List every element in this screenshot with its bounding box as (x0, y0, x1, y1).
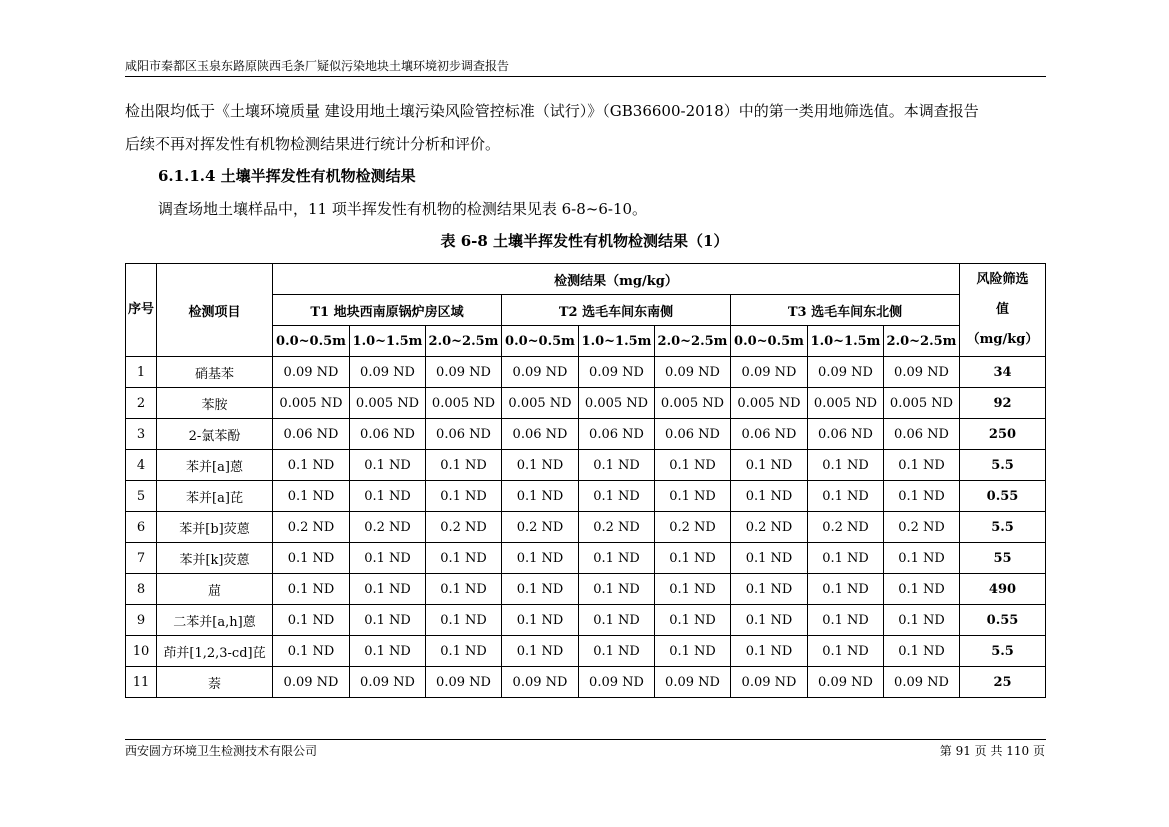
header-depth: 2.0~2.5m (884, 326, 960, 357)
header-depth: 2.0~2.5m (426, 326, 502, 357)
result-cell: 0.1 ND (273, 574, 350, 605)
result-cell: 0.2 ND (655, 512, 731, 543)
header-risk (960, 264, 1046, 357)
row-number: 5 (126, 481, 157, 512)
result-cell: 0.1 ND (731, 574, 808, 605)
table-row (126, 512, 1046, 543)
results-table (125, 263, 1046, 698)
page-header: 咸阳市秦都区玉泉东路原陕西毛条厂疑似污染地块土壤环境初步调查报告 (125, 59, 510, 73)
result-cell: 0.06 ND (350, 419, 426, 450)
result-cell: 0.06 ND (884, 419, 960, 450)
row-number: 3 (126, 419, 157, 450)
row-item-name: 苯并[a]芘 (157, 481, 273, 512)
result-cell: 0.1 ND (655, 574, 731, 605)
result-cell: 0.1 ND (502, 574, 579, 605)
result-cell: 0.1 ND (426, 636, 502, 667)
table-row (126, 450, 1046, 481)
result-cell: 0.09 ND (731, 667, 808, 698)
screening-value: 0.55 (960, 605, 1046, 636)
result-cell: 0.09 ND (426, 667, 502, 698)
result-cell: 0.2 ND (502, 512, 579, 543)
result-cell: 0.1 ND (350, 605, 426, 636)
row-item-name: 茚并[1,2,3-cd]芘 (157, 636, 273, 667)
header-risk-line1: 风险筛选 (976, 272, 1029, 287)
result-cell: 0.1 ND (884, 605, 960, 636)
screening-value: 0.55 (960, 481, 1046, 512)
footer-page-number: 第 91 页 共 110 页 (939, 744, 1045, 758)
result-cell: 0.1 ND (731, 450, 808, 481)
row-item-name: 苯并[k]荧蒽 (157, 543, 273, 574)
header-seq: 序号 (126, 264, 157, 357)
result-cell: 0.2 ND (579, 512, 655, 543)
result-cell: 0.1 ND (502, 481, 579, 512)
result-cell: 0.005 ND (273, 388, 350, 419)
row-item-name: 二苯并[a,h]蒽 (157, 605, 273, 636)
header-site-t2: T2 选毛车间东南侧 (502, 295, 731, 326)
result-cell: 0.06 ND (579, 419, 655, 450)
header-site-t3: T3 选毛车间东北侧 (731, 295, 960, 326)
result-cell: 0.1 ND (579, 481, 655, 512)
result-cell: 0.09 ND (350, 357, 426, 388)
result-cell: 0.1 ND (350, 450, 426, 481)
result-cell: 0.1 ND (884, 574, 960, 605)
result-cell: 0.005 ND (731, 388, 808, 419)
result-cell: 0.09 ND (273, 667, 350, 698)
row-number: 10 (126, 636, 157, 667)
header-results: 检测结果（mg/kg） (273, 264, 960, 295)
row-item-name: 2-氯苯酚 (157, 419, 273, 450)
result-cell: 0.1 ND (884, 543, 960, 574)
result-cell: 0.1 ND (426, 450, 502, 481)
table-row (126, 636, 1046, 667)
result-cell: 0.09 ND (579, 667, 655, 698)
header-depth: 2.0~2.5m (655, 326, 731, 357)
result-cell: 0.005 ND (502, 388, 579, 419)
result-cell: 0.005 ND (655, 388, 731, 419)
paragraph-2: 后续不再对挥发性有机物检测结果进行统计分析和评价。 (125, 135, 501, 153)
result-cell: 0.1 ND (350, 574, 426, 605)
result-cell: 0.2 ND (273, 512, 350, 543)
result-cell: 0.09 ND (808, 667, 884, 698)
result-cell: 0.06 ND (731, 419, 808, 450)
result-cell: 0.1 ND (731, 636, 808, 667)
result-cell: 0.1 ND (579, 605, 655, 636)
header-site-t1: T1 地块西南原锅炉房区域 (273, 295, 502, 326)
result-cell: 0.06 ND (655, 419, 731, 450)
result-cell: 0.1 ND (502, 605, 579, 636)
table-row (126, 574, 1046, 605)
result-cell: 0.09 ND (808, 357, 884, 388)
row-number: 7 (126, 543, 157, 574)
result-cell: 0.1 ND (350, 636, 426, 667)
row-item-name: 硝基苯 (157, 357, 273, 388)
result-cell: 0.1 ND (426, 481, 502, 512)
row-item-name: 苯并[b]荧蒽 (157, 512, 273, 543)
result-cell: 0.1 ND (350, 481, 426, 512)
result-cell: 0.1 ND (808, 450, 884, 481)
screening-value: 5.5 (960, 512, 1046, 543)
result-cell: 0.09 ND (502, 667, 579, 698)
header-risk-line2: 值 (995, 302, 1009, 317)
result-cell: 0.09 ND (655, 667, 731, 698)
result-cell: 0.09 ND (884, 667, 960, 698)
table-caption: 表 6-8 土壤半挥发性有机物检测结果（1） (440, 232, 729, 250)
section-heading: 6.1.1.4 土壤半挥发性有机物检测结果 (158, 167, 416, 185)
result-cell: 0.09 ND (655, 357, 731, 388)
header-depth: 1.0~1.5m (350, 326, 426, 357)
table-row (126, 667, 1046, 698)
footer-company: 西安圆方环境卫生检测技术有限公司 (125, 744, 318, 758)
result-cell: 0.1 ND (731, 543, 808, 574)
result-cell: 0.1 ND (579, 574, 655, 605)
header-depth: 1.0~1.5m (808, 326, 884, 357)
table-row (126, 388, 1046, 419)
table-row (126, 605, 1046, 636)
result-cell: 0.1 ND (273, 605, 350, 636)
row-item-name: 萘 (157, 667, 273, 698)
result-cell: 0.1 ND (655, 605, 731, 636)
result-cell: 0.005 ND (808, 388, 884, 419)
screening-value: 5.5 (960, 636, 1046, 667)
screening-value: 55 (960, 543, 1046, 574)
result-cell: 0.06 ND (426, 419, 502, 450)
result-cell: 0.1 ND (808, 636, 884, 667)
row-item-name: 苯并[a]蒽 (157, 450, 273, 481)
result-cell: 0.09 ND (502, 357, 579, 388)
result-cell: 0.005 ND (884, 388, 960, 419)
screening-value: 34 (960, 357, 1046, 388)
table-row (126, 543, 1046, 574)
result-cell: 0.2 ND (426, 512, 502, 543)
result-cell: 0.1 ND (273, 636, 350, 667)
result-cell: 0.1 ND (502, 450, 579, 481)
table-row (126, 481, 1046, 512)
result-cell: 0.06 ND (273, 419, 350, 450)
result-cell: 0.1 ND (731, 481, 808, 512)
result-cell: 0.1 ND (579, 450, 655, 481)
result-cell: 0.1 ND (808, 481, 884, 512)
result-cell: 0.2 ND (731, 512, 808, 543)
result-cell: 0.1 ND (350, 543, 426, 574)
result-cell: 0.1 ND (731, 605, 808, 636)
header-depth: 1.0~1.5m (579, 326, 655, 357)
result-cell: 0.09 ND (884, 357, 960, 388)
paragraph-1: 检出限均低于《土壤环境质量 建设用地土壤污染风险管控标准（试行）》（GB36600-2018）中的第一类用地筛选值。本调查报告 (125, 102, 979, 120)
result-cell: 0.1 ND (579, 636, 655, 667)
screening-value: 5.5 (960, 450, 1046, 481)
result-cell: 0.1 ND (808, 605, 884, 636)
result-cell: 0.09 ND (731, 357, 808, 388)
result-cell: 0.1 ND (502, 636, 579, 667)
screening-value: 92 (960, 388, 1046, 419)
row-number: 8 (126, 574, 157, 605)
header-item: 检测项目 (157, 264, 273, 357)
result-cell: 0.005 ND (579, 388, 655, 419)
table-body (126, 357, 1046, 698)
screening-value: 490 (960, 574, 1046, 605)
row-item-name: 苯胺 (157, 388, 273, 419)
header-depth: 0.0~0.5m (731, 326, 808, 357)
table-row (126, 419, 1046, 450)
result-cell: 0.1 ND (884, 450, 960, 481)
result-cell: 0.06 ND (502, 419, 579, 450)
result-cell: 0.1 ND (808, 543, 884, 574)
header-divider (125, 76, 1046, 77)
result-cell: 0.2 ND (808, 512, 884, 543)
table-row (126, 357, 1046, 388)
result-cell: 0.1 ND (655, 481, 731, 512)
row-number: 11 (126, 667, 157, 698)
result-cell: 0.1 ND (502, 543, 579, 574)
result-cell: 0.09 ND (579, 357, 655, 388)
result-cell: 0.2 ND (884, 512, 960, 543)
screening-value: 250 (960, 419, 1046, 450)
result-cell: 0.1 ND (426, 543, 502, 574)
screening-value: 25 (960, 667, 1046, 698)
result-cell: 0.005 ND (426, 388, 502, 419)
header-risk-unit: （mg/kg） (966, 332, 1039, 347)
result-cell: 0.1 ND (884, 636, 960, 667)
result-cell: 0.1 ND (884, 481, 960, 512)
row-number: 2 (126, 388, 157, 419)
row-number: 6 (126, 512, 157, 543)
result-cell: 0.005 ND (350, 388, 426, 419)
result-cell: 0.2 ND (350, 512, 426, 543)
header-depth: 0.0~0.5m (502, 326, 579, 357)
result-cell: 0.1 ND (808, 574, 884, 605)
row-number: 1 (126, 357, 157, 388)
result-cell: 0.09 ND (426, 357, 502, 388)
result-cell: 0.1 ND (655, 543, 731, 574)
footer-divider (125, 739, 1046, 740)
result-cell: 0.1 ND (426, 574, 502, 605)
header-depth: 0.0~0.5m (273, 326, 350, 357)
row-number: 4 (126, 450, 157, 481)
result-cell: 0.1 ND (655, 450, 731, 481)
result-cell: 0.1 ND (273, 450, 350, 481)
result-cell: 0.1 ND (579, 543, 655, 574)
result-cell: 0.06 ND (808, 419, 884, 450)
row-number: 9 (126, 605, 157, 636)
result-cell: 0.1 ND (273, 543, 350, 574)
result-cell: 0.09 ND (350, 667, 426, 698)
result-cell: 0.1 ND (655, 636, 731, 667)
row-item-name: 䓛 (157, 574, 273, 605)
result-cell: 0.09 ND (273, 357, 350, 388)
result-cell: 0.1 ND (426, 605, 502, 636)
result-cell: 0.1 ND (273, 481, 350, 512)
paragraph-3: 调查场地土壤样品中，11 项半挥发性有机物的检测结果见表 6-8~6-10。 (158, 200, 648, 218)
